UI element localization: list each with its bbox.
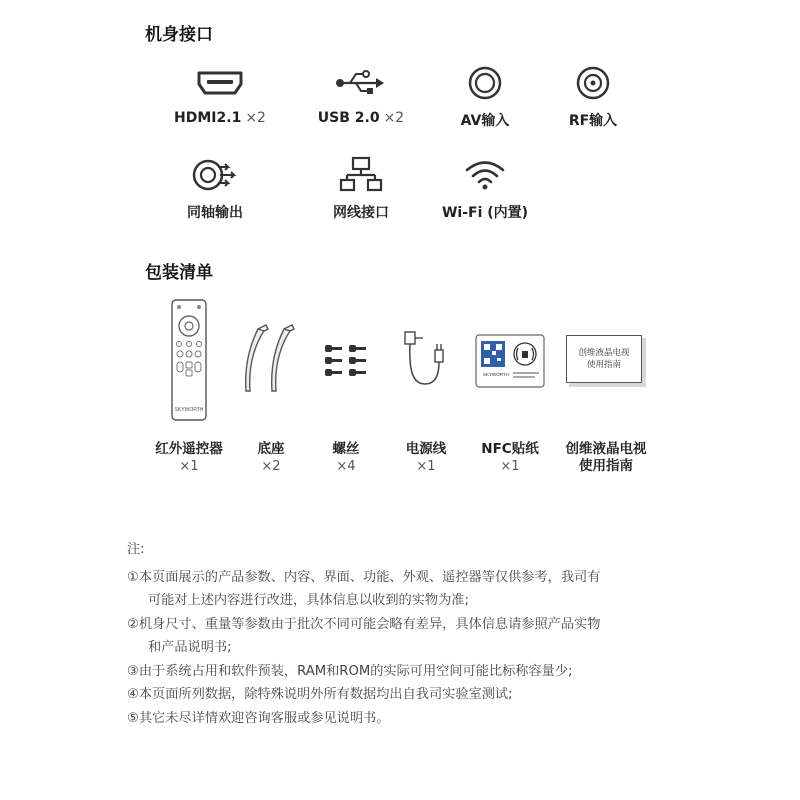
package-section-title: 包装清单 — [145, 263, 213, 283]
package-item-name: 创维液晶电视 — [565, 441, 647, 457]
nfc-brand-text: SKYWORTH — [483, 371, 509, 377]
manual-cover-line1: 创维液晶电视 — [578, 347, 630, 358]
package-item-qty: ×1 — [416, 459, 436, 474]
package-item-qty: ×1 — [179, 459, 199, 474]
notes-heading: 注: — [127, 542, 145, 557]
package-item-name: NFC贴纸 — [481, 441, 539, 457]
ports-section-title: 机身接口 — [145, 25, 213, 45]
rf-input-icon — [528, 58, 658, 108]
package-item-manual — [551, 298, 661, 475]
port-label: 网线接口 — [333, 205, 389, 221]
package-item-name: 电源线 — [405, 441, 447, 457]
port-ethernet — [296, 150, 426, 222]
ethernet-icon — [296, 150, 426, 200]
notes — [127, 538, 687, 730]
port-label: USB 2.0 — [317, 110, 380, 126]
wifi-icon — [420, 150, 550, 200]
manual-icon — [551, 298, 661, 423]
usb-icon — [296, 58, 426, 108]
port-rf — [528, 58, 658, 130]
note-line: ③由于系统占用和软件预装，RAM和ROM的实际可用空间可能比标称容量少; — [127, 663, 573, 679]
coaxial-output-icon — [150, 150, 280, 200]
package-item-qty: ×1 — [500, 459, 520, 474]
port-label: Wi-Fi (内置) — [441, 205, 529, 221]
port-qty: ×2 — [245, 110, 266, 126]
port-coaxial — [150, 150, 280, 222]
note-line: 可能对上述内容进行改进，具体信息以收到的实物为准; — [148, 593, 469, 608]
port-wifi — [420, 150, 550, 222]
package-item-name: 螺丝 — [332, 441, 360, 457]
port-label: RF输入 — [568, 113, 618, 129]
package-item-name: 底座 — [257, 441, 285, 457]
port-label: HDMI2.1 — [174, 110, 242, 126]
remote-brand-text: SKYWORTH — [174, 407, 204, 413]
note-line: ④本页面所列数据，除特殊说明外所有数据均出自我司实验室测试; — [127, 687, 513, 702]
note-line: ①本页面展示的产品参数、内容、界面、功能、外观、遥控器等仅供参考，我司有 — [127, 569, 601, 585]
nfc-sticker-icon — [455, 298, 565, 423]
package-item-qty: ×2 — [261, 459, 281, 474]
note-line: ⑤其它未尽详情欢迎咨询客服或参见说明书。 — [127, 710, 390, 726]
package-item-nfc — [455, 298, 565, 475]
port-label: AV输入 — [460, 113, 510, 129]
package-item-qty: ×4 — [336, 459, 356, 474]
manual-cover-line2: 使用指南 — [586, 359, 621, 370]
port-hdmi — [155, 58, 285, 126]
hdmi-icon — [155, 58, 285, 108]
package-item-name-line2: 使用指南 — [579, 458, 633, 474]
note-line: ②机身尺寸、重量等参数由于批次不同可能会略有差异，具体信息请参照产品实物 — [127, 616, 601, 632]
port-label: 同轴输出 — [187, 205, 243, 221]
port-usb — [296, 58, 426, 126]
port-qty: ×2 — [383, 110, 405, 126]
package-item-name: 红外遥控器 — [155, 441, 223, 457]
note-line: 和产品说明书; — [148, 640, 232, 655]
